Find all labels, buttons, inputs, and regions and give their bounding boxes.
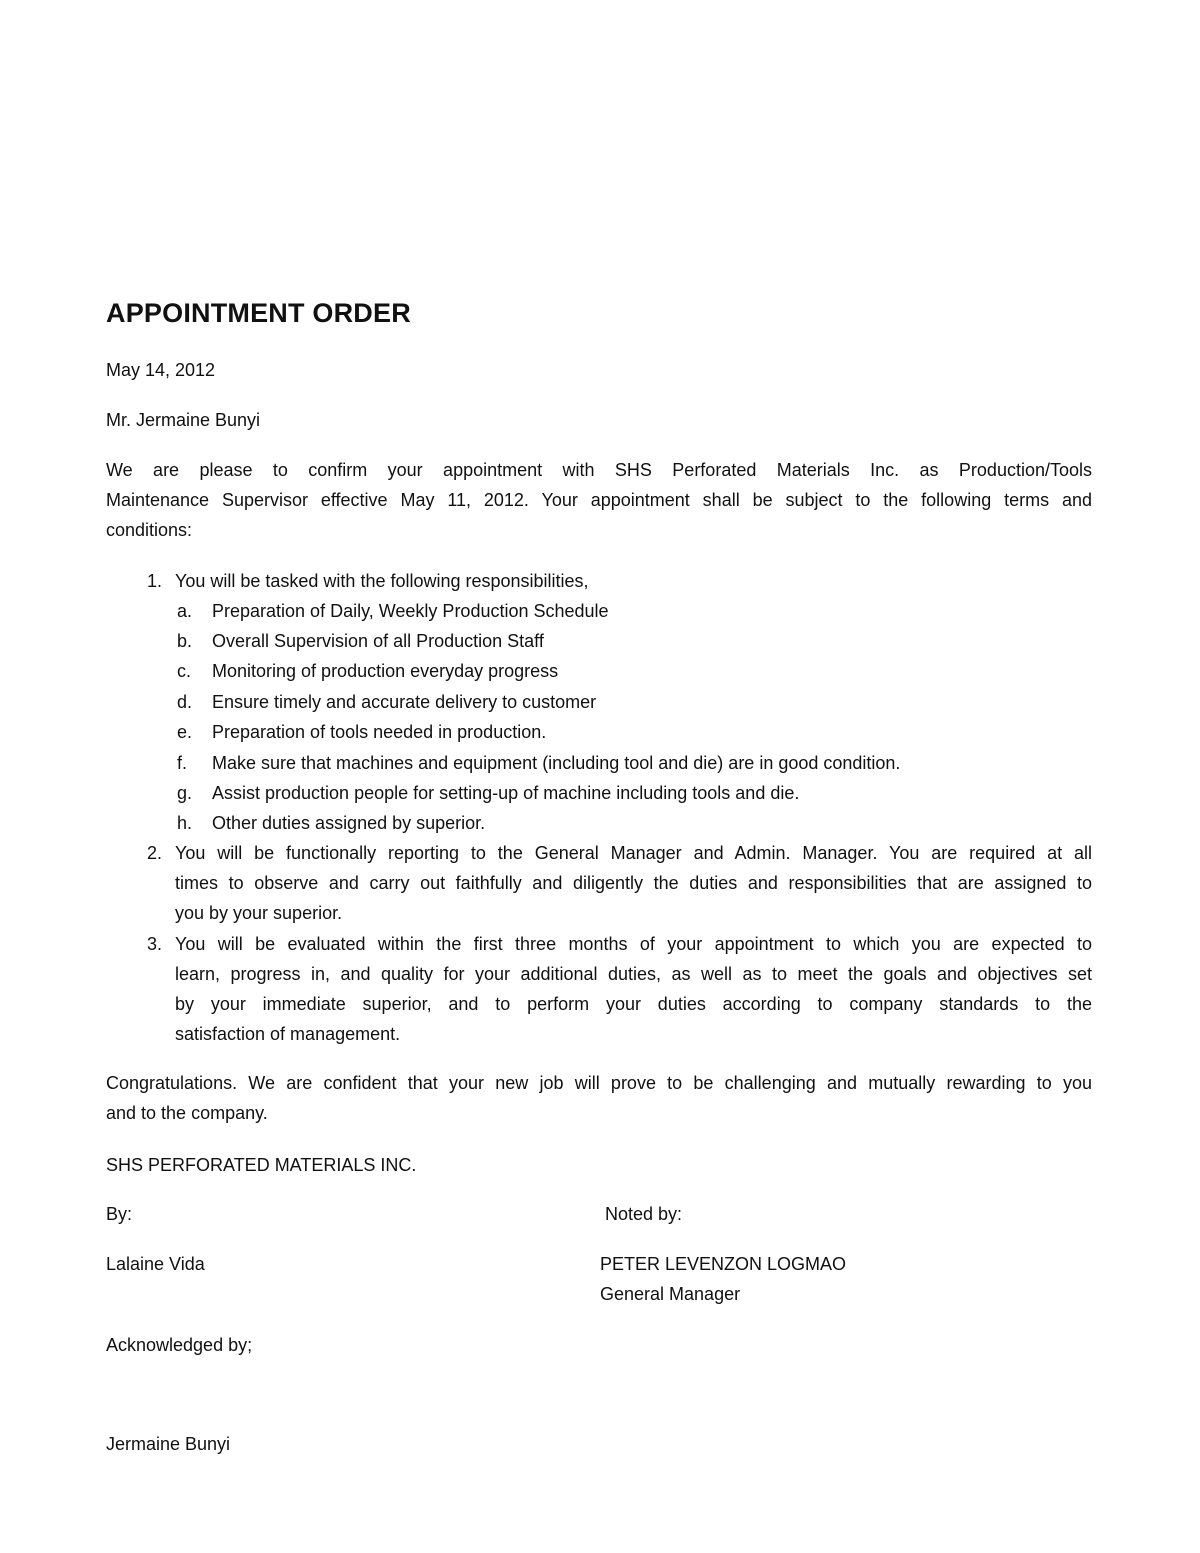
noted-by-label: Noted by: <box>605 1204 683 1224</box>
sublist-marker: c. <box>177 661 192 681</box>
sublist-marker: d. <box>177 692 193 712</box>
intro-line: conditions: <box>106 520 193 540</box>
list-item-line: satisfaction of management. <box>175 1024 401 1044</box>
acknowledged-name: Jermaine Bunyi <box>106 1434 231 1454</box>
list-marker: 2. <box>146 843 162 863</box>
recipient-name: Mr. Jermaine Bunyi <box>106 410 261 430</box>
sublist-marker: a. <box>177 601 193 621</box>
document-title: APPOINTMENT ORDER <box>106 298 411 328</box>
list-item-line: times to observe and carry out faithfully and diligently the duties and responsibilities that are assigned to <box>175 873 1092 893</box>
closing-line: Congratulations. We are confident that your new job will prove to be challenging and mutually rewarding to you <box>106 1073 1092 1093</box>
sublist-marker: h. <box>177 813 193 833</box>
sublist-marker: b. <box>177 631 193 651</box>
sublist-marker: g. <box>177 783 193 803</box>
sublist-item: Preparation of Daily, Weekly Production Schedule <box>212 601 609 621</box>
list-marker: 3. <box>146 934 162 954</box>
list-item-body <box>175 838 1092 928</box>
list-item-line: You will be evaluated within the first three months of your appointment to which you are expected to <box>175 934 1092 954</box>
intro-line: We are please to confirm your appointment with SHS Perforated Materials Inc. as Production/Tools <box>106 460 1092 480</box>
sublist-item: Assist production people for setting-up of machine including tools and die. <box>212 783 800 803</box>
sublist-marker: f. <box>177 753 188 773</box>
closing-line: and to the company. <box>106 1103 268 1123</box>
letter-date: May 14, 2012 <box>106 360 216 380</box>
sublist-item: Make sure that machines and equipment (including tool and die) are in good condition. <box>212 753 901 773</box>
sublist-marker: e. <box>177 722 193 742</box>
intro-paragraph <box>106 455 1092 545</box>
list-item-line: by your immediate superior, and to perform your duties according to company standards to the <box>175 994 1092 1014</box>
company-name: SHS PERFORATED MATERIALS INC. <box>106 1155 417 1175</box>
sublist-item: Preparation of tools needed in production. <box>212 722 547 742</box>
sublist-item: Overall Supervision of all Production Staff <box>212 631 544 651</box>
sublist-item: Other duties assigned by superior. <box>212 813 486 833</box>
intro-line: Maintenance Supervisor effective May 11, 2012. Your appointment shall be subject to the following terms and <box>106 490 1092 510</box>
list-item-body <box>175 929 1092 1049</box>
sublist-item: Ensure timely and accurate delivery to customer <box>212 692 597 712</box>
acknowledged-by-label: Acknowledged by; <box>106 1335 253 1355</box>
sublist-item: Monitoring of production everyday progress <box>212 661 559 681</box>
by-label: By: <box>106 1204 133 1224</box>
signer-name: Lalaine Vida <box>106 1254 205 1274</box>
list-item-line: you by your superior. <box>175 903 343 923</box>
closing-paragraph <box>106 1068 1092 1128</box>
manager-title: General Manager <box>600 1284 741 1304</box>
list-item-line: You will be functionally reporting to the General Manager and Admin. Manager. You are required at all <box>175 843 1092 863</box>
manager-name: PETER LEVENZON LOGMAO <box>600 1254 847 1274</box>
list-item-line: learn, progress in, and quality for your additional duties, as well as to meet the goals and objectives set <box>175 964 1092 984</box>
list-item-text: You will be tasked with the following responsibilities, <box>175 571 589 591</box>
list-marker: 1. <box>146 571 162 591</box>
